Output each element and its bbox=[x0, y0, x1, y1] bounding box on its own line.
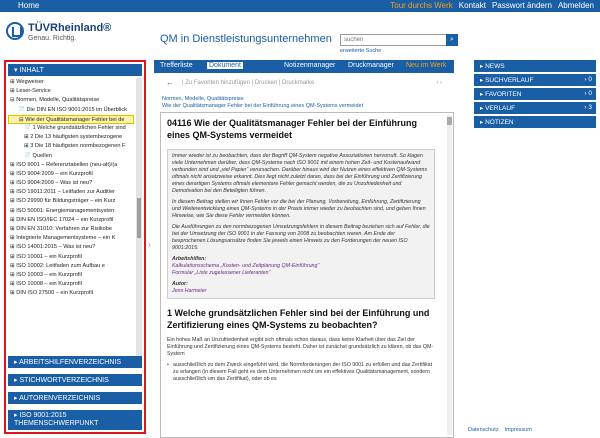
section-heading: 1 Welche grundsätzlichen Fehler sind bei der Einführung und Zertifizierung eines QM-Systems zu beobachten? bbox=[167, 308, 430, 330]
advanced-search-link[interactable]: erweiterte Suche bbox=[340, 48, 382, 54]
abstract-para-1: Immer wieder ist zu beobachten, dass der Begriff QM-System negative Assoziationen hervorruft. So klagen viele Unternehmen darüber, dass QM-Systeme nach ISO 9001 mit einem hohen Zeit- und Kostenaufwand verbunden sind und „viel Papier“ verursachen. Darüber hinaus wird der Nutzen eines effektiven QM-Systems oftmals nicht ansatzweise erkannt. Dies liegt nicht zuletzt daran, dass bei der Einführung und Zertifizierung eines derartigen Systems oftmals elementare Fehler gemacht werden, die zu Unzufriedenheit und Demotivation bei den Beteiligten führen. bbox=[172, 153, 427, 194]
right-panel-notizen-button[interactable]: ▸ NOTIZEN bbox=[474, 116, 596, 128]
right-panel-count: › 0 bbox=[584, 76, 592, 83]
logo-brand: TÜVRheinland® bbox=[28, 22, 112, 34]
tree-item[interactable]: ⊞ 3 Die 18 häufigsten normbezogenen F bbox=[24, 143, 126, 150]
kontakt-link[interactable]: Kontakt bbox=[458, 1, 486, 10]
doc-scroll-thumb[interactable] bbox=[447, 117, 452, 125]
tab-neu-im-werk[interactable]: Neu im Werk bbox=[406, 62, 447, 69]
tree-item[interactable]: ⊞ ISO 29990 für Bildungsträger – ein Kurz bbox=[10, 198, 116, 205]
logo-tagline: Genau. Richtig. bbox=[28, 35, 77, 42]
tree-item[interactable]: ⊞ 2 Die 13 häufigsten systembezogene bbox=[24, 134, 123, 141]
tab-notizenmanager[interactable]: Notizenmanager bbox=[284, 62, 336, 69]
right-panel-label: VERLAUF bbox=[485, 105, 516, 112]
right-panel-favoriten-button[interactable]: ▸ FAVORITEN › 0 bbox=[474, 88, 596, 100]
tree-item[interactable]: 📄 Die DIN EN ISO 9001:2015 im Überblick bbox=[18, 106, 127, 113]
top-bar bbox=[0, 0, 600, 12]
tree-item[interactable]: ⊞ ISO 9004:2009 – Was ist neu? bbox=[10, 180, 93, 187]
tree-item[interactable]: ⊞ ISO 10003 – ein Kurzprofil bbox=[10, 271, 82, 278]
left-panel bbox=[4, 60, 146, 434]
tree-item[interactable]: ⊞ Integrierte Managementsysteme – ein K bbox=[10, 235, 116, 242]
breadcrumb-line2[interactable]: Wie der Qualitätsmanager Fehler bei der Einführung eines QM-Systems vermeidet bbox=[162, 103, 364, 109]
tree-item[interactable]: ⊞ ISO 10002: Leitfaden zum Aufbau e bbox=[10, 262, 105, 269]
right-panel-label: NOTIZEN bbox=[485, 119, 514, 126]
toolbar-actions[interactable]: | Zu Favoriten hinzufügen | Drucken | Druckmarke bbox=[182, 80, 315, 86]
section-paragraph: Ein hohes Maß an Unzufriedenheit ergibt sich oftmals schon daraus, dass keine Klarheit über das Ziel der Einführung und Zertifizierung eines QM-Systems besteht. Daher ist zunächst grundsätzlich zu klären, ob das QM-System bbox=[167, 337, 434, 357]
inhalt-label: INHALT bbox=[19, 67, 44, 74]
tree-item[interactable]: ⊞ DIN ISO 27500 – ein Kurzprofil bbox=[10, 290, 94, 297]
collapse-panel-icon[interactable]: › bbox=[148, 240, 151, 249]
stichwort-label: STICHWORTVERZEICHNIS bbox=[19, 377, 109, 384]
tab-dokument[interactable]: Dokument bbox=[206, 61, 244, 70]
tree-item[interactable]: ⊞ ISO 19011:2011 – Leitfaden zur Auditier bbox=[10, 189, 115, 196]
logo bbox=[6, 20, 136, 50]
tab-druckmanager[interactable]: Druckmanager bbox=[348, 62, 394, 69]
abmelden-link[interactable]: Abmelden bbox=[557, 1, 594, 10]
document-title: 04116 Wie der Qualitätsmanager Fehler bei der Einführung eines QM-Systems vermeidet bbox=[167, 118, 417, 140]
right-panel-suchverlauf-button[interactable]: ▸ SUCHVERLAUF › 0 bbox=[474, 74, 596, 86]
impressum-link[interactable]: Impressum bbox=[504, 427, 532, 433]
tree-item[interactable]: ⊞ ISO 9001 – Referenztabellen (neu-alt)/(a bbox=[10, 161, 118, 168]
tree-item[interactable]: ⊞ ISO 10001 – ein Kurzprofil bbox=[10, 253, 82, 260]
arbeitshilfen-label: ARBEITSHILFENVERZEICHNIS bbox=[19, 359, 121, 366]
right-panel-count: › 3 bbox=[584, 104, 592, 111]
home-link[interactable]: Home bbox=[18, 1, 40, 10]
arbeitshilfe-link-1[interactable]: Kalkulationsschema „Kosten- und Zeitplanung QM-Einführung“ bbox=[172, 263, 320, 269]
right-panel-count: › 0 bbox=[584, 90, 592, 97]
footer bbox=[468, 427, 532, 433]
top-links bbox=[390, 1, 594, 10]
tree-item[interactable]: ⊞ ISO 10008 – ein Kurzprofil bbox=[10, 281, 82, 288]
arbeitshilfe-link-2[interactable]: Formular „Liste zugelassener Lieferanten“ bbox=[172, 270, 271, 276]
right-panel-label: NEWS bbox=[485, 63, 505, 70]
tree-item[interactable]: ⊟ Wie der Qualitätsmanager Fehler bei de bbox=[8, 115, 134, 124]
list-item: • ausschließlich zu dem Zweck eingeführt wird, die Normforderungen der ISO 9001 zu erfüllen und das Zertifikat zu erlangen (in diesem Fall geht es dem Unternehmen nicht um ein effektives Qualitätsmanagement, sondern ausschließlich um das Zertifikat), oder ob es bbox=[167, 362, 435, 383]
document-content bbox=[167, 117, 435, 383]
arbeitshilfen-button[interactable]: ▸ ARBEITSHILFENVERZEICHNIS bbox=[8, 356, 142, 368]
search-icon: ⌕ bbox=[450, 36, 454, 43]
stichwort-button[interactable]: ▸ STICHWORTVERZEICHNIS bbox=[8, 374, 142, 386]
tree-item[interactable]: ⊞ ISO 14001:2015 – Was ist neu? bbox=[10, 244, 96, 251]
iso-themenschwerpunkt-button[interactable]: ▸ ISO 9001:2015 THEMENSCHWERPUNKT bbox=[8, 410, 142, 430]
tab-trefferliste[interactable]: Trefferliste bbox=[160, 62, 193, 69]
tree-item[interactable]: ⊞ Leser-Service bbox=[10, 88, 51, 95]
arbeitshilfen-heading: Arbeitshilfen: bbox=[172, 256, 207, 262]
page-title: QM in Dienstleistungsunternehmen bbox=[160, 33, 332, 45]
right-panel-label: FAVORITEN bbox=[485, 91, 522, 98]
back-arrow-icon[interactable]: ← bbox=[166, 78, 174, 87]
document-body bbox=[160, 112, 454, 438]
doc-nav-arrows[interactable]: ‹ › bbox=[436, 80, 442, 86]
tree-item[interactable]: 📄 Quellen bbox=[24, 152, 52, 159]
search-button[interactable] bbox=[446, 34, 458, 46]
tree-item[interactable]: ⊞ Wegweiser bbox=[10, 79, 44, 85]
autor-link[interactable]: Jens Harmeier bbox=[172, 288, 207, 294]
tree-item[interactable]: ⊟ Normen, Modelle, Qualitätspreise bbox=[10, 97, 100, 104]
autoren-button[interactable]: ▸ AUTORENVERZEICHNIS bbox=[8, 392, 142, 404]
search-input[interactable] bbox=[340, 34, 458, 46]
abstract-para-2: In diesem Beitrag stellen wir Ihnen Fehler vor die bei der Planung, Vorbereitung, Einführung, Zertifizierung und Weiterentwicklung eines QM-Systems in der Praxis immer wieder zu beobachten sind, und geben Ihnen Hinweise, wie Sie diese Fehler vermeiden können. bbox=[172, 199, 426, 219]
autor-heading: Autor: bbox=[172, 281, 188, 287]
passwort-link[interactable]: Passwort ändern bbox=[491, 1, 552, 10]
document-scrollbar[interactable] bbox=[447, 115, 452, 435]
tree-item[interactable]: ⊞ ISO 9004:2009 – ein Kurzprofil bbox=[10, 170, 93, 177]
tree-item[interactable]: 📄 1 Welche grundsätzlichen Fehler sind bbox=[24, 124, 126, 131]
datenschutz-link[interactable]: Datenschutz bbox=[468, 427, 499, 433]
tree-item[interactable]: ⊞ DIN EN 31010: Verfahren zur Risikobe bbox=[10, 226, 113, 232]
tuv-logo-icon bbox=[6, 22, 24, 40]
right-panel-verlauf-button[interactable]: ▸ VERLAUF › 3 bbox=[474, 102, 596, 114]
tab-bar bbox=[154, 60, 454, 73]
main-content bbox=[154, 60, 454, 438]
tree-item[interactable]: ⊞ DIN EN ISO/IEC 17024 – ein Kurzprofil bbox=[10, 216, 114, 223]
abstract-box bbox=[167, 149, 435, 299]
right-panel-label: SUCHVERLAUF bbox=[485, 77, 534, 84]
toc-scrollbar[interactable] bbox=[136, 78, 142, 364]
breadcrumb-line1[interactable]: Normen, Modelle, Qualitätspreise bbox=[162, 96, 244, 102]
inhalt-header[interactable]: ▾ INHALT bbox=[8, 64, 142, 76]
tree-item[interactable]: ⊞ ISO 50001: Energiemanagementsysten bbox=[10, 207, 115, 214]
breadcrumb bbox=[162, 96, 442, 110]
scroll-thumb[interactable] bbox=[137, 198, 141, 238]
doc-toolbar bbox=[154, 78, 454, 90]
right-panel-news-button[interactable]: ▸ NEWS bbox=[474, 60, 596, 72]
iso-themen-label: ISO 9001:2015 THEMENSCHWERPUNKT bbox=[14, 412, 99, 427]
tour-link[interactable]: Tour durchs Werk bbox=[390, 1, 453, 10]
autoren-label: AUTORENVERZEICHNIS bbox=[19, 395, 101, 402]
abstract-para-3: Die Ausführungen zu den normbezogenen Umsetzungsfehlern in diesem Beitrag beziehen sich auf Fehler, die bei der Umsetzung der ISO 9001 in der Fassung von 2008 zu beobachten waren. Am Ende der besprochenen Lösungsansätze finden Sie jeweils einen Hinweis zu den Forderungen der neuen ISO 9001:2015. bbox=[172, 224, 430, 251]
